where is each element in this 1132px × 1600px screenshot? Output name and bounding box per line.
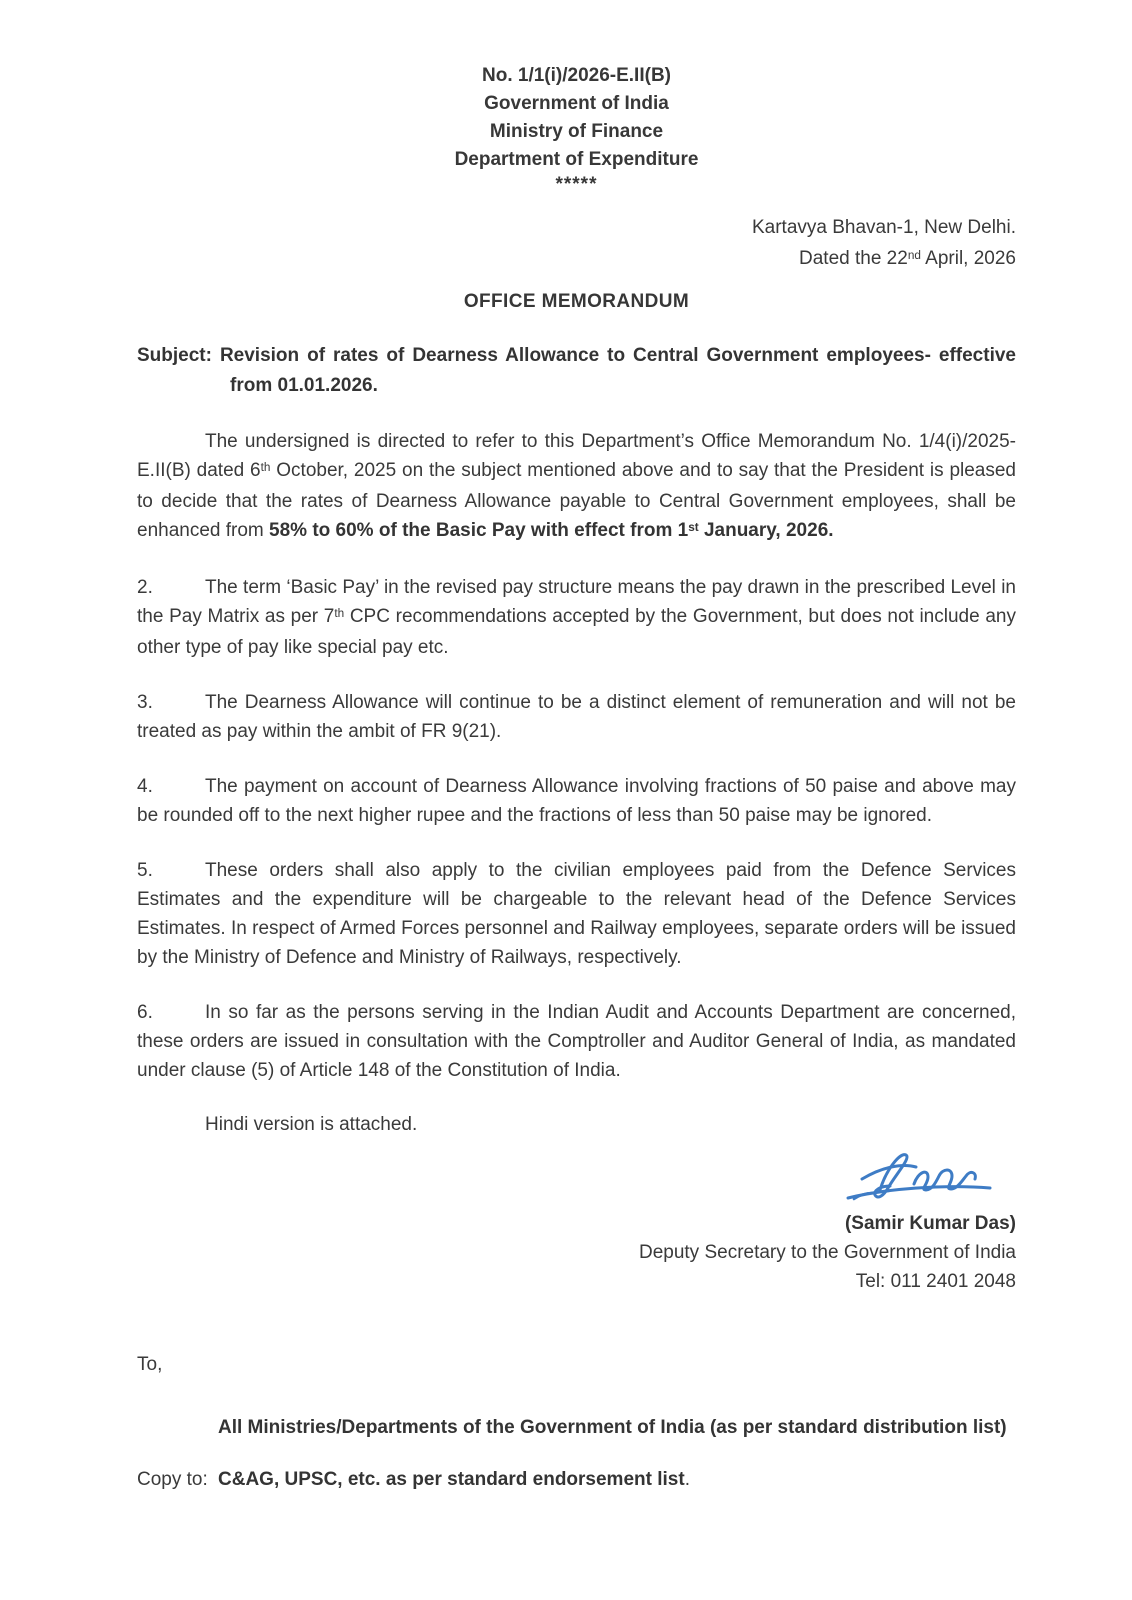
paragraph-5-text: These orders shall also apply to the civilian employees paid from the Defence Services Estimates and the expenditure will be chargeable to the relevant head of the Defence Services Estimates. In respect of Armed Forces personnel and Railway employees, separate orders will be issued by the Ministry of Defence and Ministry of Railways, respectively.: [137, 860, 1016, 968]
copy-to-period: .: [684, 1469, 690, 1490]
paragraph-1-bold-sup: st: [688, 520, 699, 534]
paragraph-1-text-b: October, 2025 on the subject mentioned above and to say that the President is pleased to decide that the rates of Dearness Allowance payable to Central Government employees, shall be enhanced from: [137, 460, 1016, 541]
paragraph-3-text: The Dearness Allowance will continue to be a distinct element of remuneration and will not be treated as pay within the ambit of FR 9(21).: [137, 692, 1016, 742]
paragraph-1-bold-a: 58% to 60% of the Basic Pay with effect from 1: [269, 520, 689, 541]
paragraph-5-number: 5.: [137, 860, 153, 881]
signatory-name: (Samir Kumar Das): [844, 1213, 1016, 1234]
reference-number: No. 1/1(i)/2026-E.II(B): [482, 65, 671, 86]
org-name-ministry: Ministry of Finance: [489, 121, 664, 142]
paragraph-5: [137, 856, 1016, 972]
paragraph-1-text-a: The undersigned is directed to refer to this Department’s Office Memorandum No. 1/4(i)/2025-E.II(B) dated 6: [137, 431, 1016, 481]
signature-block: [137, 1146, 1016, 1296]
paragraph-2-text-b: CPC recommendations accepted by the Government, but does not include any other type of pay like special pay etc.: [137, 606, 1016, 658]
date-prefix: Dated the 22: [799, 248, 908, 269]
paragraph-2-superscript-th: th: [334, 606, 345, 620]
org-name-government: Government of India: [484, 93, 669, 114]
paragraph-4: [137, 772, 1016, 830]
subject-text: Revision of rates of Dearness Allowance to Central Government employees- effective from 01.01.2026.: [219, 345, 1016, 396]
signatory-designation: Deputy Secretary to the Government of India: [638, 1242, 1016, 1263]
paragraph-6-number: 6.: [137, 1002, 153, 1023]
paragraph-6: [137, 998, 1016, 1085]
paragraph-1-superscript-st: [688, 521, 698, 534]
date-line: [137, 243, 1016, 276]
subject-block: [137, 341, 1016, 401]
paragraph-2-number: 2.: [137, 577, 153, 598]
paragraph-2: [137, 573, 1016, 662]
paragraph-1: [137, 427, 1016, 547]
paragraph-1-bold-b: January, 2026.: [698, 520, 834, 541]
star-separator: *****: [555, 174, 598, 195]
org-name-department: Department of Expenditure: [454, 149, 699, 170]
paragraph-3-number: 3.: [137, 692, 153, 713]
to-label: To,: [137, 1354, 163, 1375]
paragraph-1-superscript-th: th: [260, 460, 271, 474]
paragraph-2-text-a: The term ‘Basic Pay’ in the revised pay structure means the pay drawn in the prescribed Level in the Pay Matrix as per 7: [137, 577, 1016, 627]
paragraph-4-number: 4.: [137, 776, 153, 797]
document-title: OFFICE MEMORANDUM: [463, 291, 690, 312]
handwritten-signature: [844, 1146, 994, 1206]
paragraph-6-text: In so far as the persons serving in the Indian Audit and Accounts Department are concerned, these orders are issued in consultation with the Comptroller and Auditor General of India, as mandated under clause (5) of Article 148 of the Constitution of India.: [137, 1002, 1016, 1081]
hindi-version-note: Hindi version is attached.: [205, 1114, 418, 1135]
copy-to-text: C&AG, UPSC, etc. as per standard endorsement list: [218, 1469, 685, 1490]
signatory-phone: Tel: 011 2401 2048: [855, 1271, 1016, 1292]
place-line: Kartavya Bhavan-1, New Delhi.: [751, 217, 1016, 238]
place-dateline: [137, 212, 1016, 276]
paragraph-3: [137, 688, 1016, 746]
copy-to-line: [137, 1465, 1016, 1495]
date-ordinal-superscript: nd: [907, 248, 921, 262]
date-suffix: April, 2026: [920, 248, 1016, 269]
letterhead: [137, 62, 1016, 196]
subject-label: Subject:: [137, 345, 212, 366]
recipient-line: All Ministries/Departments of the Government of India (as per standard distribution list): [218, 1417, 1007, 1438]
paragraph-4-text: The payment on account of Dearness Allowance involving fractions of 50 paise and above may be rounded off to the next higher rupee and the fractions of less than 50 paise may be ignored.: [137, 776, 1016, 826]
copy-to-label: Copy to:: [137, 1469, 208, 1490]
